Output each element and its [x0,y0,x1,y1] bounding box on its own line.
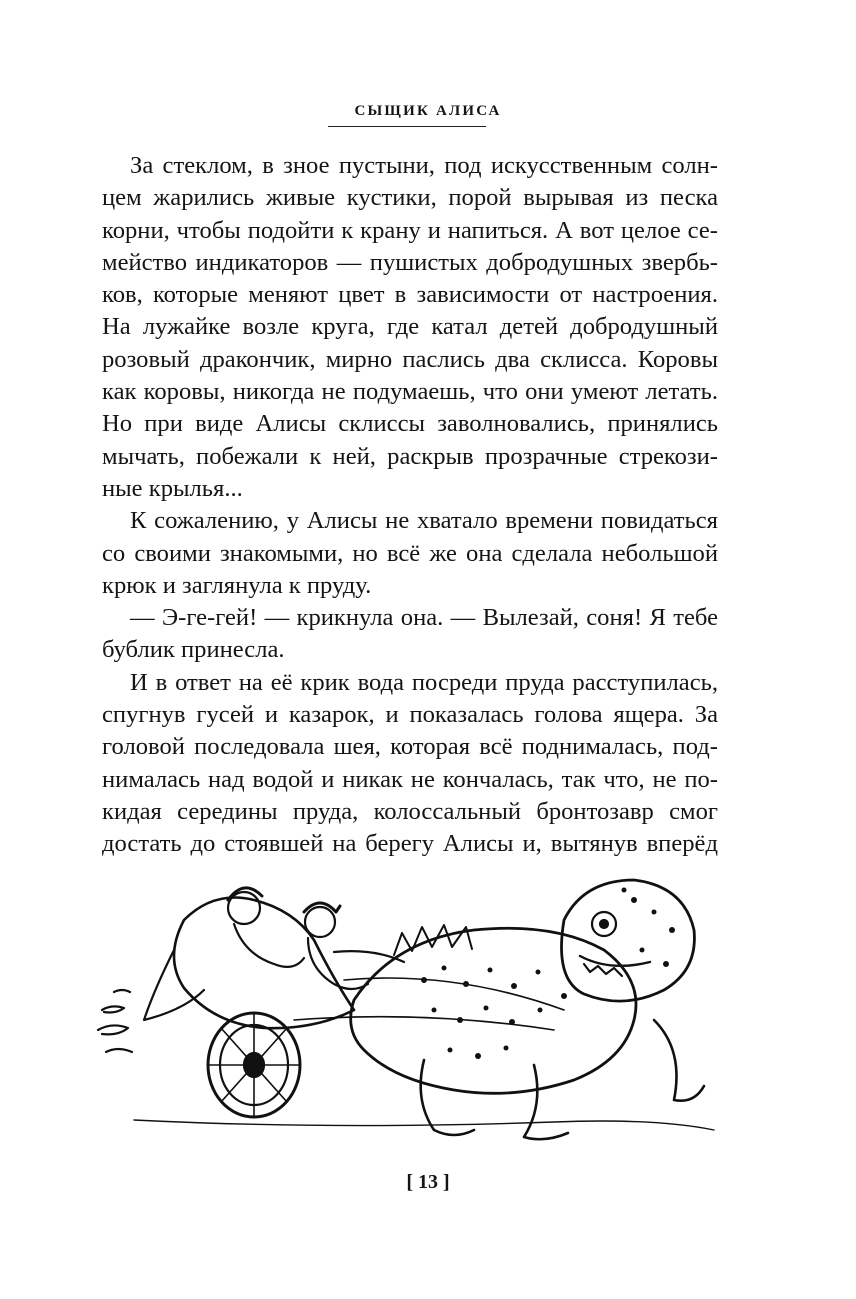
text-line: головой последовала шея, которая всё поднималась, под- [102,733,718,761]
text-line: цем жарились живые кустики, порой вырывая из песка [102,184,718,212]
paragraph [102,505,718,602]
text-line: спугнув гусей и казарок, и показалась голова ящера. За [102,701,718,729]
text-line: кидая середины пруда, колоссальный бронтозавр смог [102,797,718,825]
text-line: К сожалению, у Алисы не хватало времени повидаться [130,507,718,535]
paragraph [102,150,718,505]
text-line: И в ответ на её крик вода посреди пруда расступилась, [130,668,718,696]
text-line: корни, чтобы подойти к крану и напиться. А вот целое се- [102,216,718,244]
text-line: ков, которые меняют цвет в зависимости от настроения. [102,281,718,309]
text-line: бублик принесла. [102,636,285,664]
text-line: Но при виде Алисы склиссы заволновались, принялись [102,410,718,438]
text-line: розовый дракончик, мирно паслись два склисса. Коровы [102,345,718,373]
text-line: ные крылья... [102,474,243,502]
body-text [102,150,718,861]
text-line: мейство индикаторов — пушистых добродушных звербь- [102,248,718,276]
text-line: со своими знакомыми, но всё же она сделала небольшой [102,539,718,567]
paragraph [102,667,718,861]
text-line: За стеклом, в зное пустыни, под искусственным солн- [130,152,718,179]
running-head-rule [328,126,486,127]
dragon-cart-illustration [94,860,734,1160]
text-line: — Э-ге-гей! — крикнула она. — Вылезай, соня! Я тебе [130,604,718,632]
running-head: СЫЩИК АЛИСА [354,103,502,119]
text-line: нималась над водой и никак не кончалась, так что, не по- [102,765,718,793]
page-number: [ 13 ] [406,1171,450,1193]
text-line: мычать, побежали к ней, раскрыв прозрачные стрекози- [102,442,718,470]
text-line: На лужайке возле круга, где катал детей добродушный [102,313,718,341]
text-line: как коровы, никогда не подумаешь, что они умеют летать. [102,378,718,406]
text-line: достать до стоявшей на берегу Алисы и, вытянув вперёд [102,830,718,858]
text-line: крюк и заглянула к пруду. [102,571,372,599]
paragraph [102,602,718,667]
